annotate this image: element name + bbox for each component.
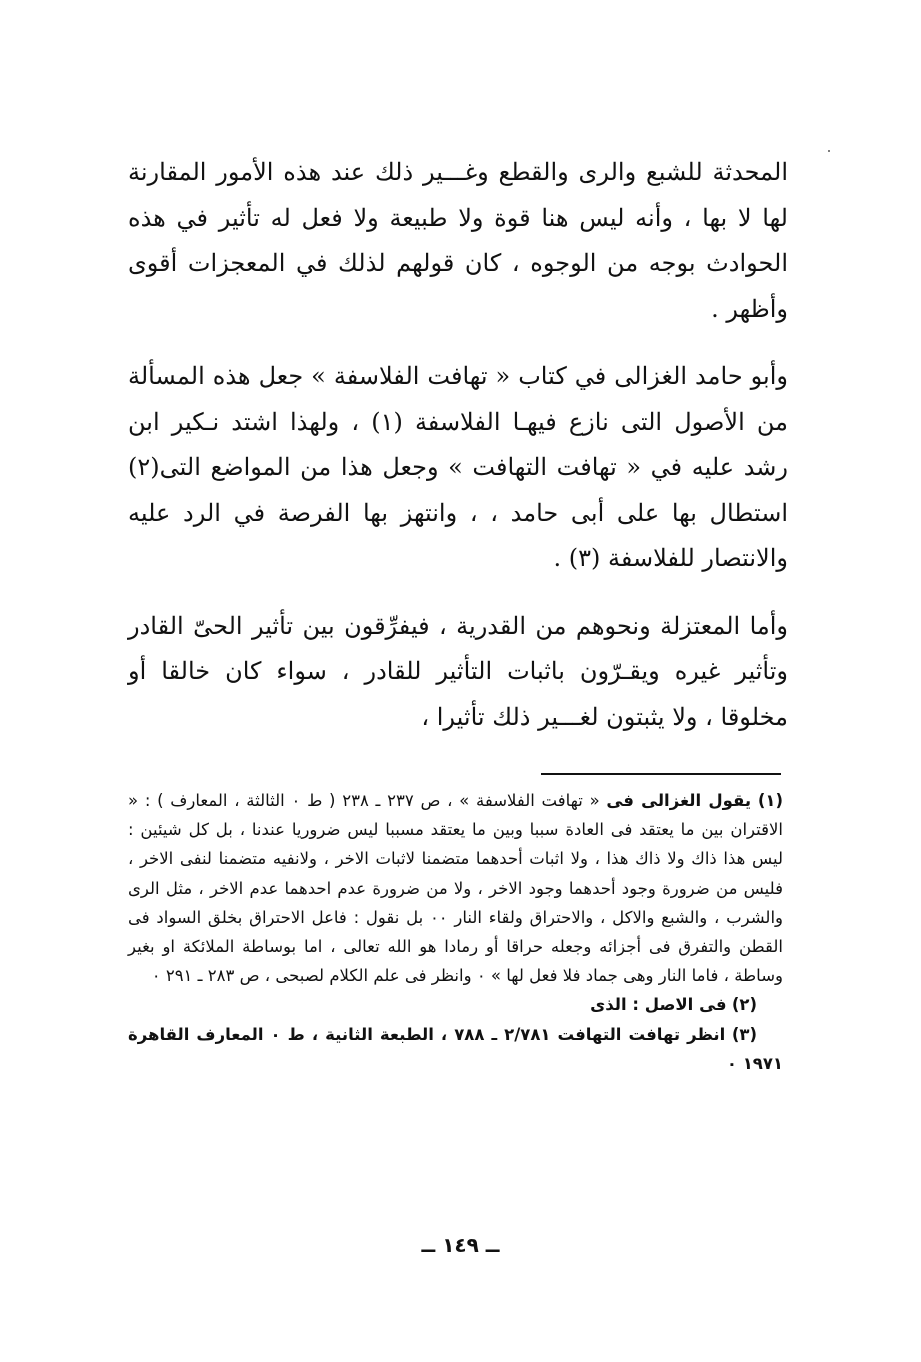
footnote-1-author: يقول الغزالى فى: [606, 791, 752, 810]
footnote-3-number: (٣): [731, 1024, 757, 1044]
footnote-3-text: انظر تهافت التهافت ٢/٧٨١ ـ ٧٨٨ ، الطبعة الثانية ، ط ٠ المعارف القاهرة ١٩٧١ ٠: [128, 1024, 783, 1073]
page-number: ــ ١٤٩ ــ: [421, 1233, 500, 1257]
footnote-1: [128, 786, 783, 990]
footnotes: [128, 786, 783, 1078]
scan-speck: [828, 150, 830, 152]
footnote-1-text: « تهافت الفلاسفة » ، ص ٢٣٧ ـ ٢٣٨ ( ط ٠ الثالثة ، المعارف ) : « الاقتران بين ما يعتقد فى العادة سببا وبين ما يعتقد مسببا ليس ضروريا عندنا ، بل كل شيئين : ليس هذا ذاك ولا ذاك هذا ، ولا اثبات أحدهما متضمنا لاثبات الاخر ، ولانفيه متضمنا لنفى الاخر ، فليس من ضرورة وجود أحدهما وجود الاخر ، ولا من ضرورة عدم احدهما عدم الاخر ، مثل الرى والشرب ، والشبع والاكل ، والاحتراق ولقاء النار ٠٠ بل نقول : فاعل الاحتراق بخلق السواد فى القطن والتفرق فى أجزائه وجعله حراقا أو رمادا هو الله تعالى ، اما بوساطة الملائكة او بغير وساطة ، فاما النار وهى جماد فلا فعل لها » ٠: [128, 791, 783, 986]
footnote-2: [128, 990, 783, 1019]
footnote-3: [128, 1020, 783, 1078]
paragraph-1: المحدثة للشبع والرى والقطع وغـــير ذلك عند هذه الأمور المقارنة لها لا بها ، وأنه ليس هنا قوة ولا طبيعة ولا فعل له تأثير في هذه الحوادث بوجه من الوجوه ، كان قولهم لذلك في المعجزات أقوى وأظهر .: [128, 158, 788, 323]
footnote-divider: [541, 773, 781, 775]
footnote-2-number: (٢): [731, 995, 757, 1015]
paragraph-3: وأما المعتزلة ونحوهم من القدرية ، فيفرِّقون بين تأثير الحىّ القادر وتأثير غيره ويقـرّون باثبات التأثير للقادر ، سواء كان خالقا أو مخلوقا ، ولا يثبتون لغـــير ذلك تأثيرا ،: [128, 611, 788, 731]
footnote-1-ref: وانظر فى علم الكلام لصبحى ، ص ٢٨٣ ـ ٢٩١ ٠: [151, 966, 472, 986]
footnote-2-text: فى الاصل : الذى: [590, 995, 727, 1015]
footnote-1-number: (١): [757, 791, 783, 810]
paragraph-2: وأبو حامد الغزالى في كتاب « تهافت الفلاسفة » جعل هذه المسألة من الأصول التى نازع فيهـا الفلاسفة (١) ، ولهذا اشتد نـكير ابن رشد عليه في « تهافت التهافت » وجعل هذا من المواضع التى(٢) استطال بها على أبى حامد ، ، وانتهز بها الفرصة في الرد عليه والانتصار للفلاسفة (٣) .: [128, 362, 788, 572]
main-text: [128, 150, 788, 740]
